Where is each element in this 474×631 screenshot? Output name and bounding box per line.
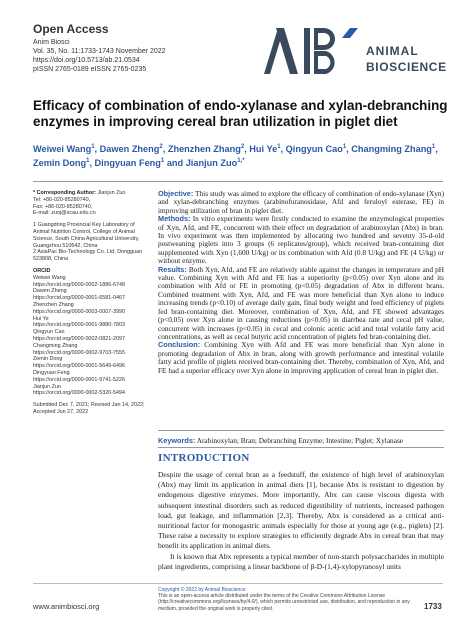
author-affiliation-mark: 2 — [240, 144, 245, 150]
author-name[interactable]: Zemin Dong — [33, 158, 87, 169]
author-list: Weiwei Wang$^1$, Dawen Zheng$^2$, Zhenzhen Zhang$^2$, Hui Ye$^1$, Qingyun Cao$^1$, Changming Zhang$^1$, Zemin Dong$^1$, Dingyuan Feng$^1$ and Jianjun Zuo$^{1,*}$ — [33, 144, 438, 169]
website-link[interactable]: www.animbiosci.org — [33, 602, 100, 611]
orcid-author: Dingyuan Feng — [33, 369, 70, 376]
orcid-author: Zemin Dong — [33, 356, 63, 363]
affiliation-2: 2 AsiaPac Bio-Technology Co. Ltd, Dongguan 523808, China — [33, 249, 143, 263]
author-name[interactable]: Dawen Zheng — [99, 144, 160, 155]
abstract-objective — [158, 190, 444, 215]
keywords-divider-top — [158, 430, 444, 431]
orcid-list — [33, 275, 148, 397]
methods-text: In vitro experiments were firstly conducted to examine the enzymological properties of Xyn, Afd, and FE, concurrent with their effect on degradation of arabinoxylan (Abx) in bran. In vivo experiment was then implemented by allocating two hundred and seventy 35-d-old postweaning piglets into 3 groups (6 replicates/group), which received bran-containing diet supplemented with Xyn (1,600 U/kg) or its combination with Afd (0.8 U/kg) and FE (4 U/kg) or without enzyme. — [158, 214, 444, 266]
paragraph: It is known that Abx represents a typical member of non-starch polysaccharides in multiple plant ingredients, comprising a linear backbone of β-D-(1,4)-xylopyranosyl units — [158, 551, 444, 571]
issn: pISSN 2765-0189 eISSN 2765-0235 — [33, 66, 147, 73]
author-affiliation-mark: 1 — [160, 158, 165, 165]
abstract — [158, 190, 444, 375]
orcid-author: Dawen Zheng — [33, 288, 67, 295]
header-divider — [33, 181, 443, 182]
keywords-text: Arabinoxylan; Bran; Debranching Enzyme; Intestine; Piglet; Xylanase — [195, 436, 404, 445]
copyright-line: Copyright © 2022 by Animal Bioscience — [158, 587, 246, 593]
author-name[interactable]: Zhenzhen Zhang — [167, 144, 241, 155]
keywords — [158, 436, 444, 445]
orcid-author: Zhenzhen Zhang — [33, 301, 74, 308]
open-access-label: Open Access — [33, 22, 109, 36]
author-name[interactable]: Changming Zhang — [351, 144, 432, 155]
affiliation-1: 1 Guangdong Provincial Key Laboratory of Animal Nutrition Control, College of Animal Science, South China Agricultural University, Guangzhou 510642, China — [33, 222, 140, 249]
orcid-author: Jianjun Zuo — [33, 383, 61, 390]
fax: Fax: +86-020-85280740, — [33, 203, 93, 210]
author-affiliation-mark: 1 — [86, 158, 90, 165]
orcid-link[interactable]: https://orcid.org/0000-0001-9741-5226 — [33, 376, 126, 383]
orcid-link[interactable]: https://orcid.org/0000-0002-5320-5494 — [33, 390, 126, 397]
orcid-link[interactable]: https://orcid.org/0000-0003-0007-3990 — [33, 308, 126, 315]
email-link[interactable]: E-mail: zuoj@scau.edu.cn — [33, 210, 96, 217]
doi-link[interactable]: https://doi.org/10.5713/ab.21.0534 — [33, 57, 140, 64]
section-heading: INTRODUCTION — [158, 452, 250, 464]
orcid-link[interactable]: https://orcid.org/0000-0002-9703-7555 — [33, 349, 126, 356]
orcid-label: ORCID — [33, 267, 51, 274]
author-affiliation-mark: 1 — [277, 144, 281, 150]
orcid-link[interactable]: https://orcid.org/0000-0002-1886-6748 — [33, 281, 126, 288]
orcid-link[interactable]: https://orcid.org/0000-0001-5649-6496 — [33, 363, 126, 370]
keywords-label: Keywords: — [158, 436, 196, 445]
corresponding-name: Jianjun Zuo — [97, 190, 126, 196]
journal-logo — [262, 24, 462, 78]
orcid-author: Qingyun Cao — [33, 329, 65, 336]
author-name[interactable]: and Jianjun Zuo — [166, 158, 238, 169]
journal-name: Anim Biosci — [33, 39, 70, 46]
author-affiliation-mark: 2 — [159, 144, 163, 150]
tel: Tel: +86-020-85280740, — [33, 196, 91, 203]
abstract-results — [158, 266, 444, 342]
author-name[interactable]: Qingyun Cao — [285, 144, 343, 155]
paragraph: Despite the usage of cereal bran as a feedstuff, the existence of high level of arabinoxylan (Abx) may limit its application in animal diets [1], because Abx is resistant to digestion by endogenous digestive enzymes. More importantly, Abx can cause viscous digesta with subsequent intestinal disorders such as reduced digestibility of nutrients, increased pathogen load, gut leakage, and inflammation [2,3]. Thereby, Abx is considered as a critical anti-nutritional factor for monogastric animals especially for those at young age (e.g., piglets) [2]. These raise a necessity to explore strategies to efficiently degrade Abx in cereal bran that may benefit its application in animal diets. — [158, 470, 444, 551]
license-text: This is an open-access article distributed under the terms of the Creative Commons Attribution License (http://creativecommons.org/licenses/by/4.0/), which permits unrestricted use, distribution, and reproduction in any medium, provided the original work is properly cited. — [158, 593, 410, 612]
corresponding-label: * Corresponding Author: — [33, 190, 96, 196]
author-name[interactable]: Dingyuan Feng — [94, 158, 161, 169]
keywords-divider-bottom — [158, 447, 444, 448]
objective-label: Objective: — [158, 189, 194, 198]
author-affiliation-mark: 1,* — [237, 158, 245, 165]
methods-label: Methods: — [158, 214, 191, 224]
copyright-notice — [158, 587, 418, 612]
author-affiliation-mark: 1 — [91, 144, 95, 150]
logo-text-2: BIOSCIENCE — [366, 60, 447, 74]
introduction-body — [158, 470, 444, 572]
orcid-link[interactable]: https://orcid.org/0000-0001-6581-0467 — [33, 295, 126, 302]
orcid-link[interactable]: https://orcid.org/0000-0001-9880-7803 — [33, 322, 126, 329]
conclusion-text: Combining Xyn with Afd and FE was more beneficial than Xyn alone in promoting degradation of Abx in bran, along with growth performance and intestinal volatile fatty acid profile of piglets received bran-containing diet. Thereby, combination of Xyn, Afd, and FE had a superior efficacy over Xyn alone in improving application of cereal bran in piglet diet. — [158, 340, 444, 375]
author-name[interactable]: Hui Ye — [249, 144, 278, 155]
author-affiliation-mark: 1 — [431, 144, 436, 150]
abstract-conclusion — [158, 341, 444, 375]
author-name[interactable]: Weiwei Wang — [33, 144, 92, 155]
author-affiliation-mark: 1 — [342, 144, 347, 150]
abstract-methods — [158, 215, 444, 265]
submission-dates: Submitted Dec 7, 2021; Revised Jan 14, 2022; Accepted Jun 27, 2022 — [33, 402, 145, 415]
objective-text: This study was aimed to explore the efficacy of combination of endo-xylanase (Xyn) and xylan-debranching enzymes (arabinofuranosidase, Afd and feruloyl esterase, FE) in improving utilization of bran in piglet diet. — [158, 189, 444, 215]
orcid-author: Changming Zhang — [33, 342, 78, 349]
orcid-author: Weiwei Wang — [33, 274, 66, 281]
conclusion-label: Conclusion: — [158, 340, 201, 350]
article-title: Efficacy of combination of endo-xylanase and xylan-debranching enzymes in improving cereal bran utilization in piglet diet — [33, 98, 448, 129]
orcid-link[interactable]: https://orcid.org/0000-0002-0821-2097 — [33, 335, 126, 342]
sidebar-info — [33, 190, 148, 416]
footer-divider — [33, 583, 443, 584]
volume-info: Vol. 35, No. 11:1733-1743 November 2022 — [33, 48, 166, 55]
page-number: 1733 — [424, 602, 442, 611]
logo-text-1: ANIMAL — [366, 44, 419, 58]
journal-meta — [33, 38, 166, 74]
results-label: Results: — [158, 264, 187, 274]
orcid-author: Hui Ye — [33, 315, 49, 322]
results-text: Both Xyn, Afd, and FE are relatively stable against the changes in temperature and pH value. Combining Xyn with Afd and FE has a superiority (p<0.05) over Xyn alone and its combination with Afd or FE in promoting (p<0.05) degradation of Abx in different brans. Combined treatment with Xyn, Afd, and FE was more beneficial than Xyn alone to induce increasing trends (p<0.10) of average daily gain, final body weight and feed efficiency of piglets fed bran-containing diet. Moreover, combination of Xyn, Afd, and FE showed advantages (p<0.05) over Xyn alone in causing reductions (p<0.05) in diarrhea rate and cecal pH value, concurrent with increases (p<0.05) in cecal and colonic acetic acid and total volatile fatty acid concentrations, as well as cecal butyric acid concentration of piglets fed bran-containing diet. — [158, 264, 444, 341]
